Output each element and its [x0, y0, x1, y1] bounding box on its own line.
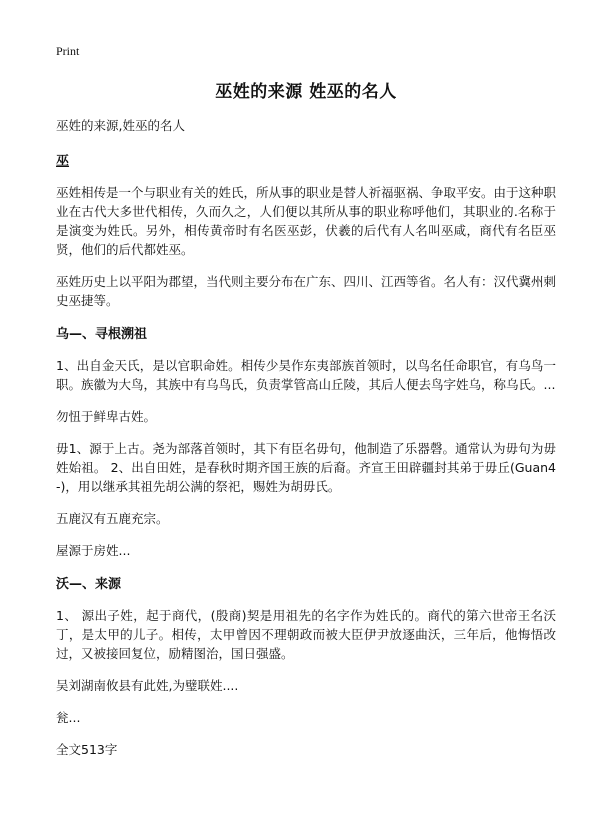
paragraph: 勿忸于鲜卑古姓。 [56, 409, 157, 424]
section-wo-origin [56, 573, 556, 727]
print-label[interactable]: Print [56, 44, 80, 58]
paragraph: 1、 源出子姓，起于商代，(殷商)契是用祖先的名字作为姓氏的。商代的第六世帝王名沃丁，是太甲的儿子。相传，太甲曾因不理朝政而被大臣伊尹放逐曲沃，三年后，他悔悟改过，又被接回复位，励精图治，国日强盛。 [56, 608, 556, 661]
paragraph: 巫姓历史上以平阳为郡望，当代则主要分布在广东、四川、江西等省。名人有：汉代冀州刺史巫捷等。 [56, 274, 557, 308]
section-wu [56, 150, 556, 310]
section-heading: 巫 [56, 154, 70, 169]
section-heading: 乌—、寻根溯祖 [56, 327, 148, 342]
document-title: 巫姓的来源 姓巫的名人 [215, 82, 397, 102]
paragraph: 1、出自金天氏，是以官职命姓。相传少昊作东夷部族首领时，以鸟名任命职官，有乌鸟一职。族徽为大鸟，其族中有乌鸟氏，负责掌管高山丘陵，其后人便去鸟字姓乌，称乌氏。... [56, 358, 556, 392]
paragraph: 瓮... [56, 710, 81, 725]
paragraph: 屋源于房姓... [56, 543, 131, 558]
paragraph: 五鹿汉有五鹿充宗。 [56, 511, 169, 526]
paragraph: 巫姓相传是一个与职业有关的姓氏，所从事的职业是替人祈福驱祸、争取平安。由于这种职业在古代大多世代相传，久而久之，人们便以其所从事的职业称呼他们，其职业的.名称于是演变为姓氏。另外，相传黄帝时有名医巫彭，伏羲的后代有人名叫巫咸，商代有名臣巫贤，他们的后代都姓巫。 [56, 185, 557, 257]
document-subtitle: 巫姓的来源,姓巫的名人 [56, 118, 185, 133]
section-wu-roots [56, 323, 556, 560]
paragraph: 吴刘湖南攸县有此姓,为璧联姓.... [56, 678, 239, 693]
word-count: 全文513字 [56, 742, 118, 757]
document-page [56, 44, 556, 758]
section-heading: 沃—、来源 [56, 577, 122, 592]
paragraph: 毋1、源于上古。尧为部落首领时，其下有臣名毋句，他制造了乐器磬。通常认为毋句为毋姓始祖。 2、出自田姓，是春秋时期齐国王族的后裔。齐宣王田辟疆封其弟于毋丘(Guan4 -)，用以继承其祖先胡公满的祭祀，赐姓为胡毋氏。 [56, 441, 556, 494]
